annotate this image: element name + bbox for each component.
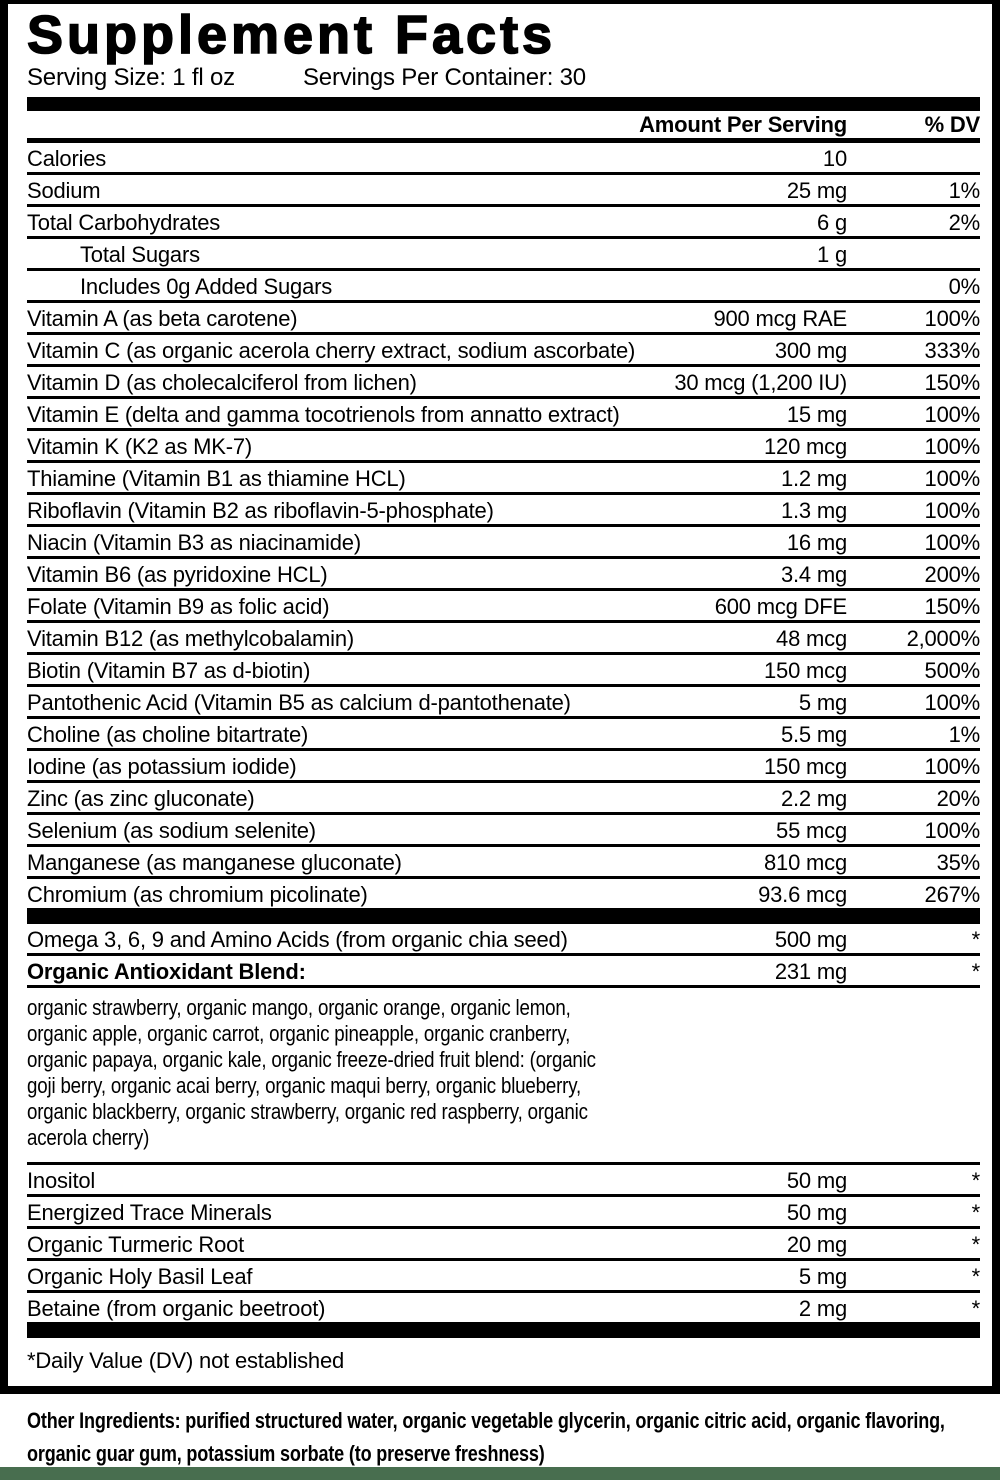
servings-per-container-label: Servings Per Container: 30 [303,64,586,91]
column-header-row [27,111,980,143]
table-row [27,207,980,239]
nutrient-name: Vitamin A (as beta carotene) [27,306,298,331]
nutrient-name: Zinc (as zinc gluconate) [27,786,255,811]
nutrient-dv: 267% [924,882,980,907]
nutrient-name: Folate (Vitamin B9 as folic acid) [27,594,330,619]
table-row [27,559,980,591]
nutrient-amount: 15 mg [786,402,847,427]
nutrient-name: Vitamin E (delta and gamma tocotrienols from annatto extract) [27,402,620,427]
nutrient-dv: * [971,1200,980,1225]
page-title: Supplement Facts [27,5,557,65]
nutrient-amount: 1.3 mg [780,498,847,523]
nutrient-dv: 100% [924,530,980,555]
nutrient-name: Biotin (Vitamin B7 as d-biotin) [27,658,311,683]
table-row [27,1261,980,1293]
table-row [27,271,980,303]
other-ingredients-line: organic guar gum, potassium sorbate (to preserve freshness) [27,1441,545,1466]
nutrient-amount: 600 mcg DFE [714,594,847,619]
nutrient-name: Betaine (from organic beetroot) [27,1296,326,1321]
table-row [27,591,980,623]
nutrient-dv: * [971,959,980,984]
nutrient-dv: 20% [936,786,980,811]
nutrient-name: Vitamin K (K2 as MK-7) [27,434,253,459]
table-row [27,303,980,335]
nutrient-amount: 93.6 mcg [758,882,847,907]
nutrient-name: Choline (as choline bitartrate) [27,722,309,747]
nutrient-amount: 5.5 mg [780,722,847,747]
nutrient-dv: 100% [924,818,980,843]
table-row [27,751,980,783]
nutrient-dv: 150% [924,594,980,619]
table-row [27,527,980,559]
nutrient-name: Total Sugars [80,242,200,267]
nutrient-dv: * [971,1264,980,1289]
blend-description-line: organic strawberry, organic mango, organic orange, organic lemon, [27,995,571,1020]
nutrient-name: Omega 3, 6, 9 and Amino Acids (from organic chia seed) [27,927,568,952]
nutrient-name: Iodine (as potassium iodide) [27,754,297,779]
table-row [27,719,980,751]
nutrient-dv: 35% [936,850,980,875]
nutrient-amount: 810 mcg [764,850,847,875]
nutrient-amount: 900 mcg RAE [713,306,847,331]
table-row [27,239,980,271]
nutrient-amount: 6 g [817,210,847,235]
amount-per-serving-header: Amount Per Serving [639,111,847,137]
table-row [27,463,980,495]
antioxidant-blend-description [27,988,837,1162]
nutrient-name: Manganese (as manganese gluconate) [27,850,402,875]
nutrient-dv: 500% [924,658,980,683]
table-row [27,815,980,847]
nutrient-amount: 150 mcg [764,658,847,683]
daily-value-footnote: *Daily Value (DV) not established [27,1348,345,1373]
table-row [27,687,980,719]
nutrient-dv: * [971,1296,980,1321]
nutrient-amount: 150 mcg [764,754,847,779]
nutrient-name: Organic Turmeric Root [27,1232,245,1257]
nutrient-name: Riboflavin (Vitamin B2 as riboflavin-5-phosphate) [27,498,494,523]
nutrient-dv: 150% [924,370,980,395]
blend-description-line: organic apple, organic carrot, organic pineapple, organic cranberry, [27,1021,571,1046]
table-row [27,399,980,431]
nutrient-amount: 55 mcg [776,818,847,843]
botanical-table [27,924,980,988]
percent-dv-header: % DV [924,111,980,137]
nutrient-dv: 100% [924,434,980,459]
nutrient-dv: 100% [924,402,980,427]
nutrient-name: Vitamin B12 (as methylcobalamin) [27,626,355,651]
table-row [27,1197,980,1229]
table-row [27,367,980,399]
nutrient-name: Vitamin D (as cholecalciferol from lichen) [27,370,417,395]
nutrient-amount: 20 mg [786,1232,847,1257]
table-row [27,1229,980,1261]
nutrient-name: Organic Antioxidant Blend: [27,959,306,984]
nutrient-table [27,143,980,911]
section-divider-bar-bottom [27,1325,980,1338]
nutrient-dv: * [971,927,980,952]
nutrient-name: Calories [27,146,107,171]
table-row [27,783,980,815]
nutrient-dv: 1% [948,722,980,747]
table-row [27,495,980,527]
nutrient-name: Inositol [27,1168,96,1193]
blend-description-line: acerola cherry) [27,1125,150,1150]
nutrient-amount: 50 mg [786,1168,847,1193]
nutrient-dv: 2% [948,210,980,235]
table-row [27,924,980,956]
nutrient-name: Includes 0g Added Sugars [80,274,333,299]
nutrient-name: Niacin (Vitamin B3 as niacinamide) [27,530,361,555]
blend-description-line: goji berry, organic acai berry, organic maqui berry, organic blueberry, [27,1073,582,1098]
nutrient-name: Total Carbohydrates [27,210,221,235]
nutrient-amount: 120 mcg [764,434,847,459]
nutrient-dv: 100% [924,306,980,331]
background-edge-strip [0,1467,1000,1480]
section-divider-bar-top [27,97,980,111]
nutrient-amount: 30 mcg (1,200 IU) [674,370,847,395]
table-row [27,1293,980,1325]
nutrient-name: Vitamin B6 (as pyridoxine HCL) [27,562,328,587]
nutrient-amount: 500 mg [774,927,847,952]
table-row [27,335,980,367]
other-ingredients-line: Other Ingredients: purified structured water, organic vegetable glycerin, organic citric acid, organic flavoring, [27,1408,945,1433]
table-row [27,1165,980,1197]
table-row [27,143,980,175]
nutrient-dv: 333% [924,338,980,363]
additional-ingredients-table [27,1162,980,1325]
table-row [27,879,980,911]
nutrient-amount: 1 g [817,242,847,267]
nutrient-dv: 100% [924,498,980,523]
nutrient-dv: * [971,1168,980,1193]
nutrient-amount: 3.4 mg [780,562,847,587]
nutrient-dv: 0% [948,274,980,299]
nutrient-amount: 2.2 mg [780,786,847,811]
nutrient-amount: 231 mg [774,959,847,984]
nutrient-dv: 1% [948,178,980,203]
table-row [27,655,980,687]
table-row [27,175,980,207]
nutrient-amount: 50 mg [786,1200,847,1225]
table-row [27,623,980,655]
nutrient-dv: 200% [924,562,980,587]
nutrient-amount: 1.2 mg [780,466,847,491]
nutrient-amount: 2 mg [798,1296,847,1321]
nutrient-name: Sodium [27,178,101,203]
nutrient-dv: 100% [924,466,980,491]
nutrient-amount: 16 mg [786,530,847,555]
nutrient-name: Energized Trace Minerals [27,1200,272,1225]
nutrient-amount: 300 mg [774,338,847,363]
nutrient-name: Selenium (as sodium selenite) [27,818,316,843]
nutrient-name: Organic Holy Basil Leaf [27,1264,253,1289]
table-row [27,847,980,879]
table-row [27,431,980,463]
nutrient-amount: 5 mg [798,690,847,715]
nutrient-amount: 25 mg [786,178,847,203]
nutrient-dv: 2,000% [906,626,980,651]
nutrient-name: Chromium (as chromium picolinate) [27,882,368,907]
serving-info [27,64,980,92]
blend-description-line: organic blackberry, organic strawberry, organic red raspberry, organic [27,1099,588,1124]
nutrient-amount: 10 [822,146,847,171]
nutrient-amount: 48 mcg [776,626,847,651]
section-divider-bar-middle [27,911,980,924]
nutrient-dv: * [971,1232,980,1257]
nutrient-dv: 100% [924,754,980,779]
blend-description-line: organic papaya, organic kale, organic freeze-dried fruit blend: (organic [27,1047,596,1072]
other-ingredients-text [27,1404,945,1470]
nutrient-name: Vitamin C (as organic acerola cherry extract, sodium ascorbate) [27,338,636,363]
nutrient-name: Thiamine (Vitamin B1 as thiamine HCL) [27,466,406,491]
table-row [27,956,980,988]
nutrient-amount: 5 mg [798,1264,847,1289]
serving-size-label: Serving Size: 1 fl oz [27,64,235,91]
nutrient-dv: 100% [924,690,980,715]
nutrient-name: Pantothenic Acid (Vitamin B5 as calcium d-pantothenate) [27,690,571,715]
